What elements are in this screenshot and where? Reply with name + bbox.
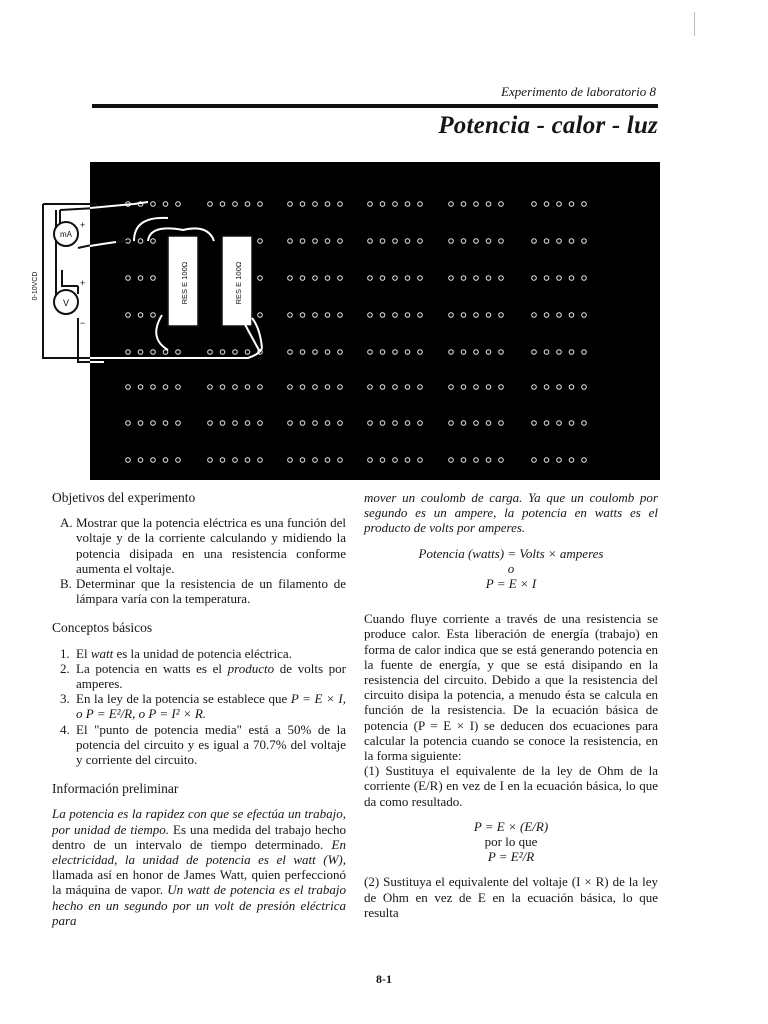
- body-paragraph-2: (1) Sustituya el equivalente de la ley de Ohm de la corriente (E/R) en vez de I en la ecuación básica, lo que da como resultado.: [364, 763, 658, 809]
- objectives-heading: Objetivos del experimento: [52, 490, 196, 505]
- concept-item: 2. La potencia en watts es el producto de volts por amperes.: [60, 660, 346, 692]
- prelim-part: En electricidad, la unidad de potencia es el watt (W),: [52, 836, 346, 868]
- svg-text:+: +: [80, 220, 86, 230]
- concept-item: 3. En la ley de la potencia se establece que P = E × I, o P = E²/R, o P = I² × R.: [60, 691, 346, 722]
- intro-paragraph: mover un coulomb de carga. Ya que un coulomb por segundo es un ampere, la potencia en watts es el producto de volts por amperes.: [364, 490, 658, 536]
- resistor-1-label: RES E 100Ω: [180, 261, 189, 305]
- preliminary-heading: Información preliminar: [52, 781, 179, 797]
- power-formula-e-r: P = E × (E/R): [473, 818, 549, 834]
- prelim-part: La potencia es la rapidez con que se efectúa un trabajo, por unidad de tiempo.: [52, 806, 346, 837]
- concept-item: 4. El "punto de potencia media" está a 50% de la potencia del circuito y es igual a 70.7% del voltaje y corriente del circuito.: [60, 721, 346, 768]
- power-formula-e2-r: P = E²/R: [487, 849, 535, 865]
- basic-power-formula: P = E × I: [485, 576, 537, 592]
- supply-label: 0-10VCD: [32, 271, 39, 301]
- edge-mark: [694, 12, 695, 36]
- page-title: Potencia - calor - luz: [438, 112, 658, 139]
- svg-text:−: −: [80, 318, 86, 328]
- milliammeter: [54, 220, 85, 252]
- concept-item: 1. El watt es la unidad de potencia eléctrica.: [60, 645, 292, 661]
- voltmeter-label: V: [62, 298, 70, 308]
- objectives-list: [52, 515, 346, 606]
- right-column: [364, 490, 658, 920]
- objective-item: B. Determinar que la resistencia de un filamento de lámpara varía con la temperatura.: [60, 576, 346, 607]
- concepts-list: [52, 646, 346, 768]
- formula-or: o: [507, 560, 515, 576]
- experiment-label: Experimento de laboratorio 8: [501, 84, 656, 99]
- formula-connector: por lo que: [484, 834, 538, 850]
- power-formula: Potencia (watts) = Volts × amperes: [418, 545, 604, 561]
- prelim-part: Un watt de potencia es el trabajo hecho en un segundo por un volt de presión eléctrica para: [52, 882, 346, 928]
- body-paragraph-1: Cuando fluye corriente a través de una resistencia se produce calor. Esta liberación de energía (trabajo) en forma de calor indica que se está generando potencia en la fuente de energía, y que se está disipando en la resistencia del circuito. Debido a que la resistencia del circuito disipa la potencia, a menudo ésta se calcula en función de la resistencia. De la ecuación básica de potencia (P = E × I) se deducen dos ecuaciones para calcular la potencia cuando se conoce la resistencia, en la forma siguiente:: [364, 611, 658, 764]
- resistor-2-label: RES E 100Ω: [234, 261, 243, 305]
- prelim-part: Es una medida del trabajo hecho dentro de un intervalo de tiempo determinado.: [52, 821, 346, 852]
- prelim-part: llamada así en honor de James Watt, quien perfeccionó la máquina de vapor.: [52, 867, 346, 898]
- preliminary-paragraph: [52, 806, 346, 928]
- header-rule: [92, 104, 658, 108]
- page-number: 8-1: [376, 972, 392, 986]
- svg-text:−: −: [80, 242, 86, 252]
- milliammeter-label: mA: [60, 230, 72, 239]
- resistor-2: [222, 236, 252, 326]
- concepts-heading: Conceptos básicos: [52, 620, 153, 636]
- svg-text:+: +: [80, 278, 86, 288]
- objective-item: A. Mostrar que la potencia eléctrica es una función del voltaje y de la corriente calculando y midiendo la potencia disipada en una resistencia conforme aumenta el voltaje.: [60, 515, 346, 576]
- resistor-1: [168, 236, 198, 326]
- breadboard-diagram: [32, 158, 660, 484]
- left-column: [52, 490, 346, 928]
- body-paragraph-3: (2) Sustituya el equivalente del voltaje (I × R) de la ley de Ohm en vez de E en la ecuación básica, lo que resulta: [364, 874, 658, 920]
- breadboard-figure: [32, 158, 660, 484]
